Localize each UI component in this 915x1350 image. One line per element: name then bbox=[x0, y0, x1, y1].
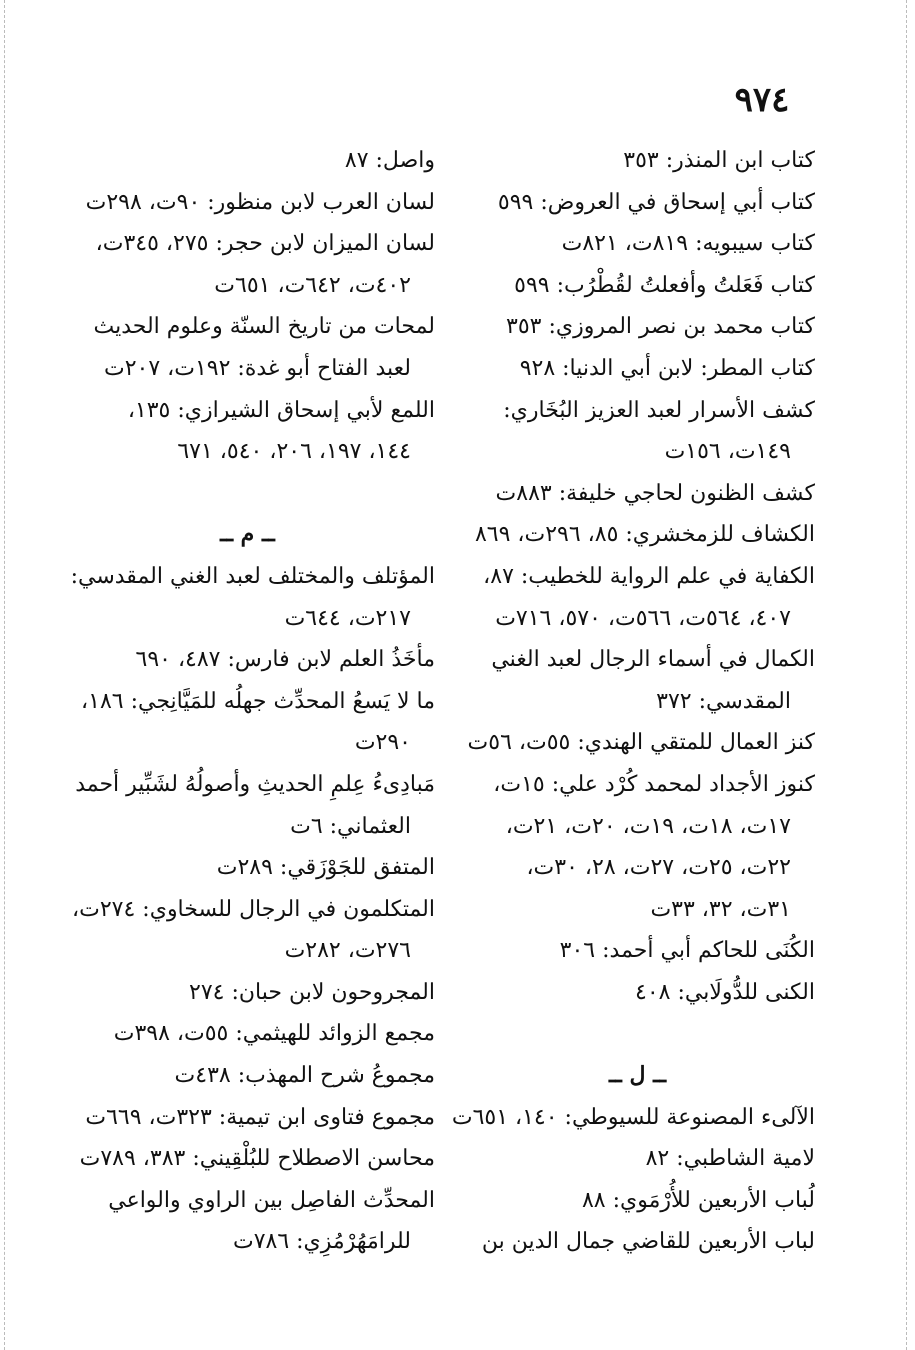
index-entry: كنوز الأجداد لمحمد كُرْد علي: ١٥ت، bbox=[493, 771, 815, 797]
index-entry: كتاب المطر: لابن أبي الدنيا: ٩٢٨ bbox=[519, 355, 815, 381]
index-entry-continuation: للرامَهُرْمُزِي: ٧٨٦ت bbox=[232, 1229, 411, 1255]
index-entry: الكمال في أسماء الرجال لعبد الغني bbox=[491, 647, 815, 673]
index-entry: الكفاية في علم الرواية للخطيب: ٨٧، bbox=[483, 563, 815, 589]
index-entry: اللمع لأبي إسحاق الشيرازي: ١٣٥، bbox=[127, 397, 435, 423]
index-entry: كتاب سيبويه: ٨١٩ت، ٨٢١ت bbox=[561, 231, 815, 257]
index-entry: مجموع فتاوى ابن تيمية: ٣٢٣ت، ٦٦٩ت bbox=[85, 1104, 435, 1130]
index-entry: مأخَذُ العلم لابن فارس: ٤٨٧، ٦٩٠ bbox=[135, 647, 435, 673]
index-entry-continuation: ١٤٩ت، ١٥٦ت bbox=[664, 439, 791, 465]
index-entry-continuation: ٢٩٠ت bbox=[354, 730, 411, 756]
index-entry: كشف الظنون لحاجي خليفة: ٨٨٣ت bbox=[495, 480, 815, 506]
index-entry-continuation: لعبد الفتاح أبو غدة: ١٩٢ت، ٢٠٧ت bbox=[104, 355, 411, 381]
index-entry: مجمع الزوائد للهيثمي: ٥٥ت، ٣٩٨ت bbox=[113, 1021, 435, 1047]
index-column-left bbox=[60, 140, 435, 1263]
index-entry: الكشاف للزمخشري: ٨٥، ٢٩٦ت، ٨٦٩ bbox=[474, 522, 815, 548]
index-entry: واصل: ٨٧ bbox=[344, 148, 435, 173]
index-entry: لمحات من تاريخ السنّة وعلوم الحديث bbox=[93, 314, 435, 340]
blank-line bbox=[460, 1013, 815, 1055]
index-entry-continuation: ٤٠٢ت، ٦٤٢ت، ٦٥١ت bbox=[214, 272, 411, 298]
index-entry: المتفق للجَوْزَقي: ٢٨٩ت bbox=[216, 855, 435, 881]
index-entry: لسان الميزان لابن حجر: ٢٧٥، ٣٤٥ت، bbox=[95, 231, 435, 257]
blank-line bbox=[60, 473, 435, 515]
section-letter-heading: ــ م ــ bbox=[220, 521, 275, 548]
index-entry: المحدِّث الفاصِل بين الراوي والواعي bbox=[108, 1187, 435, 1213]
index-entry: كشف الأسرار لعبد العزيز البُخَاري: bbox=[503, 397, 815, 423]
index-entry: الكُنَى للحاكم أبي أحمد: ٣٠٦ bbox=[559, 938, 815, 964]
index-entry: المؤتلف والمختلف لعبد الغني المقدسي: bbox=[70, 563, 435, 589]
index-entry-continuation: ٢٢ت، ٢٥ت، ٢٧ت، ٢٨، ٣٠ت، bbox=[526, 855, 791, 881]
index-entry-continuation: ٣١ت، ٣٢، ٣٣ت bbox=[650, 896, 791, 922]
index-entry: لسان العرب لابن منظور: ٩٠ت، ٢٩٨ت bbox=[85, 189, 435, 215]
index-entry-continuation: ١٧ت، ١٨ت، ١٩ت، ٢٠ت، ٢١ت، bbox=[505, 813, 791, 839]
index-entry: المتكلمون في الرجال للسخاوي: ٢٧٤ت، bbox=[72, 896, 435, 922]
index-entry-continuation: ٢٧٦ت، ٢٨٢ت bbox=[284, 938, 411, 964]
index-entry: مَبادِىءُ عِلمِ الحديثِ وأصولُهُ لشَبِّير أحمد bbox=[75, 771, 435, 797]
section-letter-heading: ــ ل ــ bbox=[608, 1062, 667, 1089]
index-entry: كنز العمال للمتقي الهندي: ٥٥ت، ٥٦ت bbox=[467, 730, 815, 756]
index-entry: كتاب أبي إسحاق في العروض: ٥٩٩ bbox=[497, 189, 815, 215]
index-entry: كتاب ابن المنذر: ٣٥٣ bbox=[623, 148, 815, 173]
index-entry-continuation: المقدسي: ٣٧٢ bbox=[656, 688, 791, 714]
index-entry: الكنى للدُّولَابي: ٤٠٨ bbox=[635, 979, 815, 1005]
index-entry-continuation: العثماني: ٦ت bbox=[290, 813, 411, 839]
index-entry: المجروحون لابن حبان: ٢٧٤ bbox=[189, 979, 435, 1005]
index-entry-continuation: ٤٠٧، ٥٦٤ت، ٥٦٦ت، ٥٧٠، ٧١٦ت bbox=[495, 605, 791, 631]
index-entry: الآلىء المصنوعة للسيوطي: ١٤٠، ٦٥١ت bbox=[451, 1104, 815, 1130]
index-entry: مجموعُ شرح المهذب: ٤٣٨ت bbox=[174, 1063, 435, 1089]
index-column-right bbox=[451, 140, 815, 1263]
index-entry: لباب الأربعين للقاضي جمال الدين بن bbox=[481, 1229, 815, 1255]
index-entry-continuation: ١٤٤، ١٩٧، ٢٠٦، ٥٤٠، ٦٧١ bbox=[177, 439, 411, 465]
index-entry: لامية الشاطبي: ٨٢ bbox=[645, 1146, 815, 1172]
index-entry: كتاب محمد بن نصر المروزي: ٣٥٣ bbox=[506, 314, 815, 340]
index-entry: محاسن الاصطلاح للبُلْقِيني: ٣٨٣، ٧٨٩ت bbox=[79, 1146, 435, 1172]
index-entry-continuation: ٢١٧ت، ٦٤٤ت bbox=[284, 605, 411, 631]
page-margin-rule bbox=[4, 0, 6, 1350]
index-entry: لُباب الأربعين للأُرْمَوي: ٨٨ bbox=[581, 1187, 815, 1213]
page-margin-rule bbox=[906, 0, 908, 1350]
page-number: ٩٧٤ bbox=[734, 80, 790, 120]
index-entry: ما لا يَسعُ المحدِّث جهلُه للمَيَّانِجي: ١٨٦، bbox=[81, 688, 435, 714]
index-entry: كتاب فَعَلتُ وأفعلتُ لقُطْرُب: ٥٩٩ bbox=[514, 272, 815, 298]
